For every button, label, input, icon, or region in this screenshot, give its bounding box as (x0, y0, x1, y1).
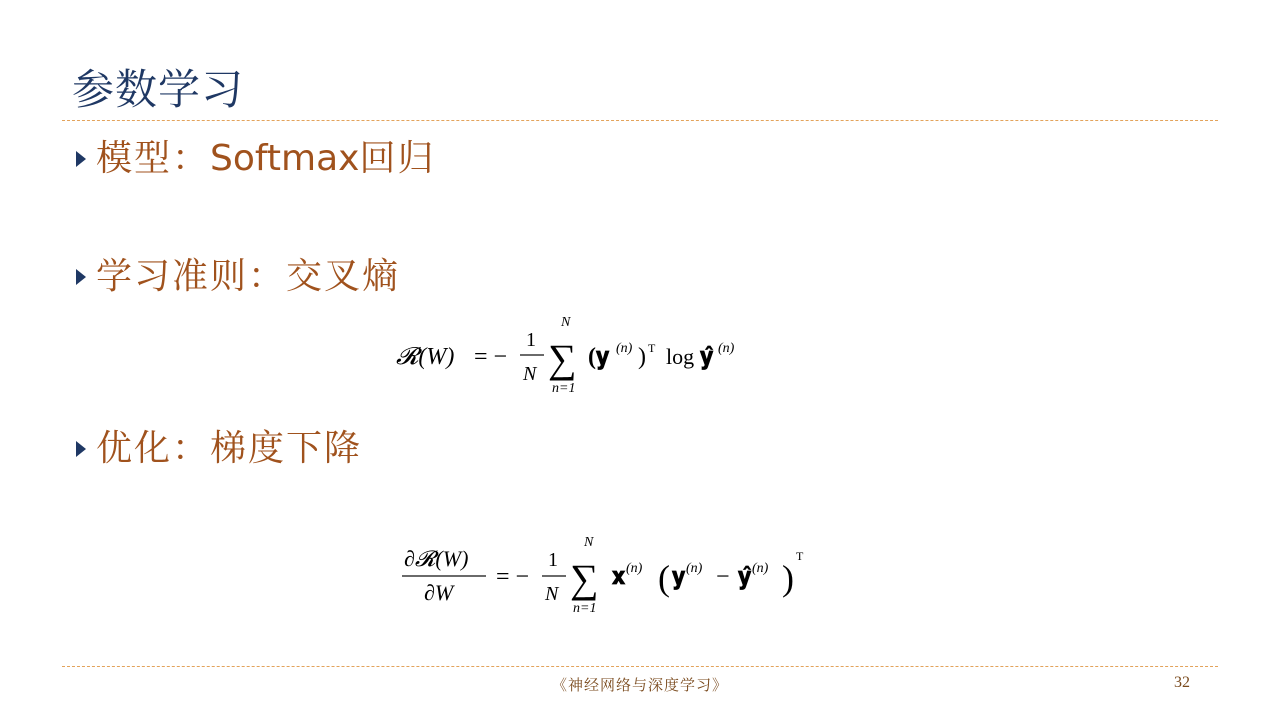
sum-icon: ∑ (570, 556, 599, 601)
top-divider (62, 120, 1218, 121)
x-vector: 𝐱 (612, 564, 626, 590)
grad-denominator: ∂W (424, 580, 454, 605)
sum-icon: ∑ (548, 336, 577, 381)
risk-lhs: 𝓡(W) (396, 344, 455, 370)
footer-book-title: 《神经网络与深度学习》 (551, 676, 728, 694)
minus: − (716, 564, 730, 590)
frac-denominator: N (545, 583, 559, 605)
close-paren: ) (638, 344, 646, 370)
sum-upper: N (561, 315, 571, 330)
equals-minus: = − (496, 564, 530, 590)
sup-n: (n) (616, 341, 633, 356)
open-paren-icon: ( (658, 558, 670, 598)
bullet-criterion (76, 252, 400, 302)
close-paren-icon: ) (782, 558, 794, 598)
bullet-optimization (76, 424, 362, 474)
transpose: T (648, 341, 656, 355)
bullet-text: 学习准则：交叉熵 (96, 256, 401, 297)
sum-lower: n=1 (552, 381, 576, 396)
bullet-suffix: 回归 (359, 138, 436, 179)
risk-formula (396, 308, 796, 398)
equals-minus: = − (474, 344, 508, 370)
y-vector: 𝐲 (672, 564, 686, 590)
sum-lower: n=1 (573, 601, 597, 616)
sum-upper: N (584, 535, 594, 550)
gradient-formula (400, 530, 830, 620)
frac-denominator: N (523, 363, 537, 385)
grad-numerator: ∂𝓡(W) (404, 546, 469, 571)
log: log (666, 344, 695, 369)
y-hat: 𝐲̂ (738, 564, 752, 590)
bullet-model (76, 134, 436, 184)
bullet-text: 优化：梯度下降 (96, 428, 363, 469)
bullet-triangle-icon (76, 441, 86, 457)
bullet-latin: Softmax (210, 138, 360, 179)
sup-yhat: (n) (752, 561, 769, 576)
page-number: 32 (1174, 674, 1190, 691)
bullet-label: 模型： (96, 138, 211, 179)
sup-x: (n) (626, 561, 643, 576)
y-vector: (𝐲 (588, 344, 610, 370)
sup-y: (n) (686, 561, 703, 576)
bullet-text (96, 134, 436, 184)
frac-numerator: 1 (526, 329, 536, 351)
bullet-triangle-icon (76, 151, 86, 167)
bottom-divider (62, 666, 1218, 667)
frac-numerator: 1 (548, 549, 558, 571)
bullet-triangle-icon (76, 269, 86, 285)
slide-title: 参数学习 (72, 65, 245, 114)
sup-n-hat: (n) (718, 341, 735, 356)
y-hat: 𝐲̂ (700, 344, 714, 370)
transpose: T (796, 549, 804, 563)
